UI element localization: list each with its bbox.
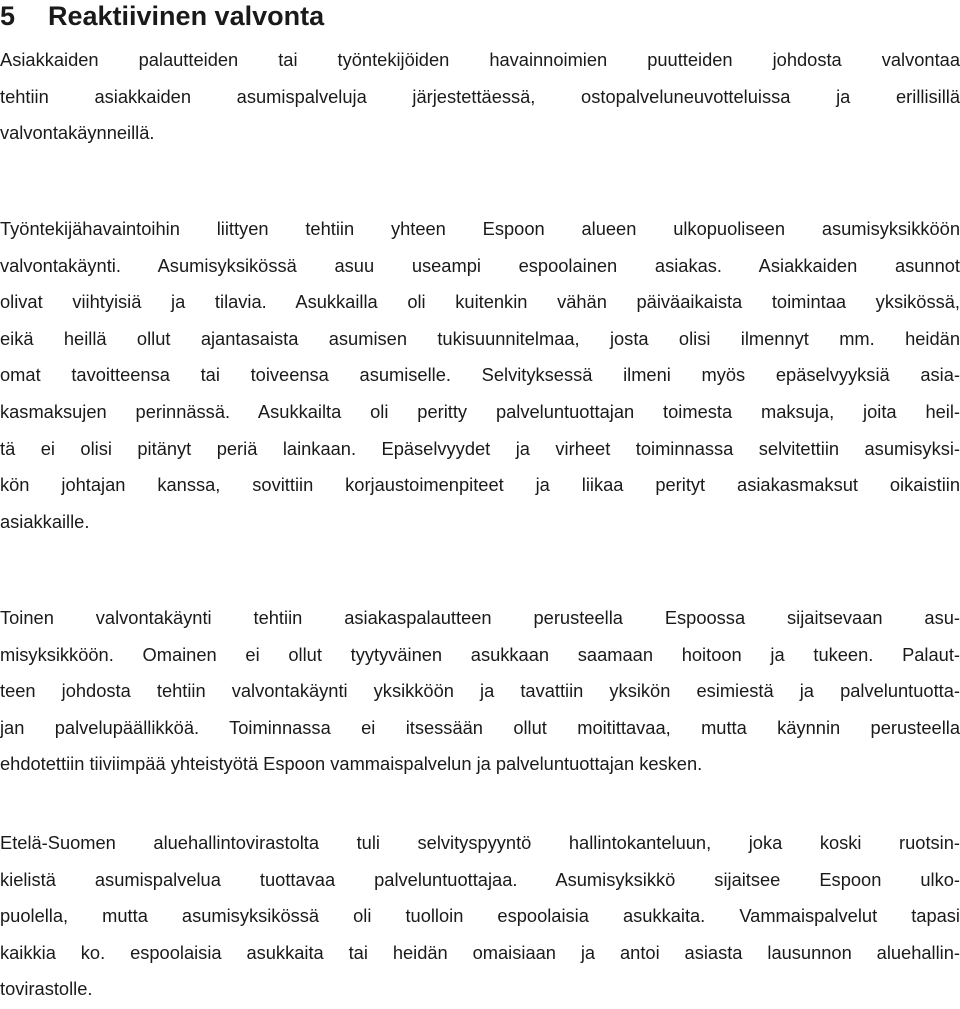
paragraph-line: valvontakäynneillä. bbox=[0, 122, 155, 144]
paragraph-line: Etelä-Suomen aluehallintovirastolta tuli selvityspyyntö hallintokanteluun, joka koski ruotsin- bbox=[0, 832, 960, 853]
paragraph-line: tä ei olisi pitänyt periä lainkaan. Epäselvyydet ja virheet toiminnassa selvitettiin asumisyksi- bbox=[0, 437, 960, 459]
section-title: Reaktiivinen valvonta bbox=[48, 1, 325, 31]
paragraph-line: kön johtajan kanssa, sovittiin korjaustoimenpiteet ja liikaa perityt asiakasmaksut oikaistiin bbox=[0, 474, 960, 496]
paragraph-line: Asiakkaiden palautteiden tai työntekijöiden havainnoimien puutteiden johdosta valvontaa bbox=[0, 49, 960, 70]
paragraph-line: olivat viihtyisiä ja tilavia. Asukkailla oli kuitenkin vähän päiväaikaista toimintaa yksikössä, bbox=[0, 291, 960, 313]
paragraph-line: puolella, mutta asumisyksikössä oli tuolloin espoolaisia asukkaita. Vammaispalvelut tapasi bbox=[0, 905, 960, 927]
paragraph-3 bbox=[0, 600, 960, 783]
paragraph-line: tehtiin asiakkaiden asumispalveluja järjestettäessä, ostopalveluneuvotteluissa ja erillisillä bbox=[0, 85, 960, 107]
paragraph-line: omat tavoitteensa tai toiveensa asumiselle. Selvityksessä ilmeni myös epäselvyyksiä asia- bbox=[0, 364, 960, 386]
paragraph-line: kaikkia ko. espoolaisia asukkaita tai heidän omaisiaan ja antoi asiasta lausunnon aluehallin- bbox=[0, 941, 960, 963]
paragraph-2 bbox=[0, 211, 960, 540]
section-heading bbox=[0, 0, 324, 32]
paragraph-1 bbox=[0, 42, 960, 152]
paragraph-line: misyksikköön. Omainen ei ollut tyytyväinen asukkaan saamaan hoitoon ja tukeen. Palaut- bbox=[0, 643, 960, 665]
paragraph-line: Työntekijähavaintoihin liittyen tehtiin yhteen Espoon alueen ulkopuoliseen asumisyksikköön bbox=[0, 218, 960, 239]
paragraph-line: teen johdosta tehtiin valvontakäynti yksikköön ja tavattiin yksikön esimiestä ja palveluntuotta- bbox=[0, 680, 960, 702]
paragraph-line: jan palvelupäällikköä. Toiminnassa ei itsessään ollut moitittavaa, mutta käynnin perusteella bbox=[0, 716, 960, 738]
paragraph-4 bbox=[0, 825, 960, 1008]
paragraph-line: kielistä asumispalvelua tuottavaa palveluntuottajaa. Asumisyksikkö sijaitsee Espoon ulko- bbox=[0, 868, 960, 890]
paragraph-line: eikä heillä ollut ajantasaista asumisen tukisuunnitelmaa, josta olisi ilmennyt mm. heidän bbox=[0, 327, 960, 349]
paragraph-line: ehdotettiin tiiviimpää yhteistyötä Espoon vammaispalvelun ja palveluntuottajan kesken. bbox=[0, 753, 703, 775]
paragraph-line: Toinen valvontakäynti tehtiin asiakaspalautteen perusteella Espoossa sijaitsevaan asu- bbox=[0, 607, 960, 628]
paragraph-line: asiakkaille. bbox=[0, 510, 90, 532]
paragraph-line: tovirastolle. bbox=[0, 978, 93, 1000]
section-number: 5 bbox=[0, 1, 16, 31]
paragraph-line: valvontakäynti. Asumisyksikössä asuu useampi espoolainen asiakas. Asiakkaiden asunnot bbox=[0, 254, 960, 276]
paragraph-line: kasmaksujen perinnässä. Asukkailta oli peritty palveluntuottajan toimesta maksuja, joita heil- bbox=[0, 400, 960, 422]
